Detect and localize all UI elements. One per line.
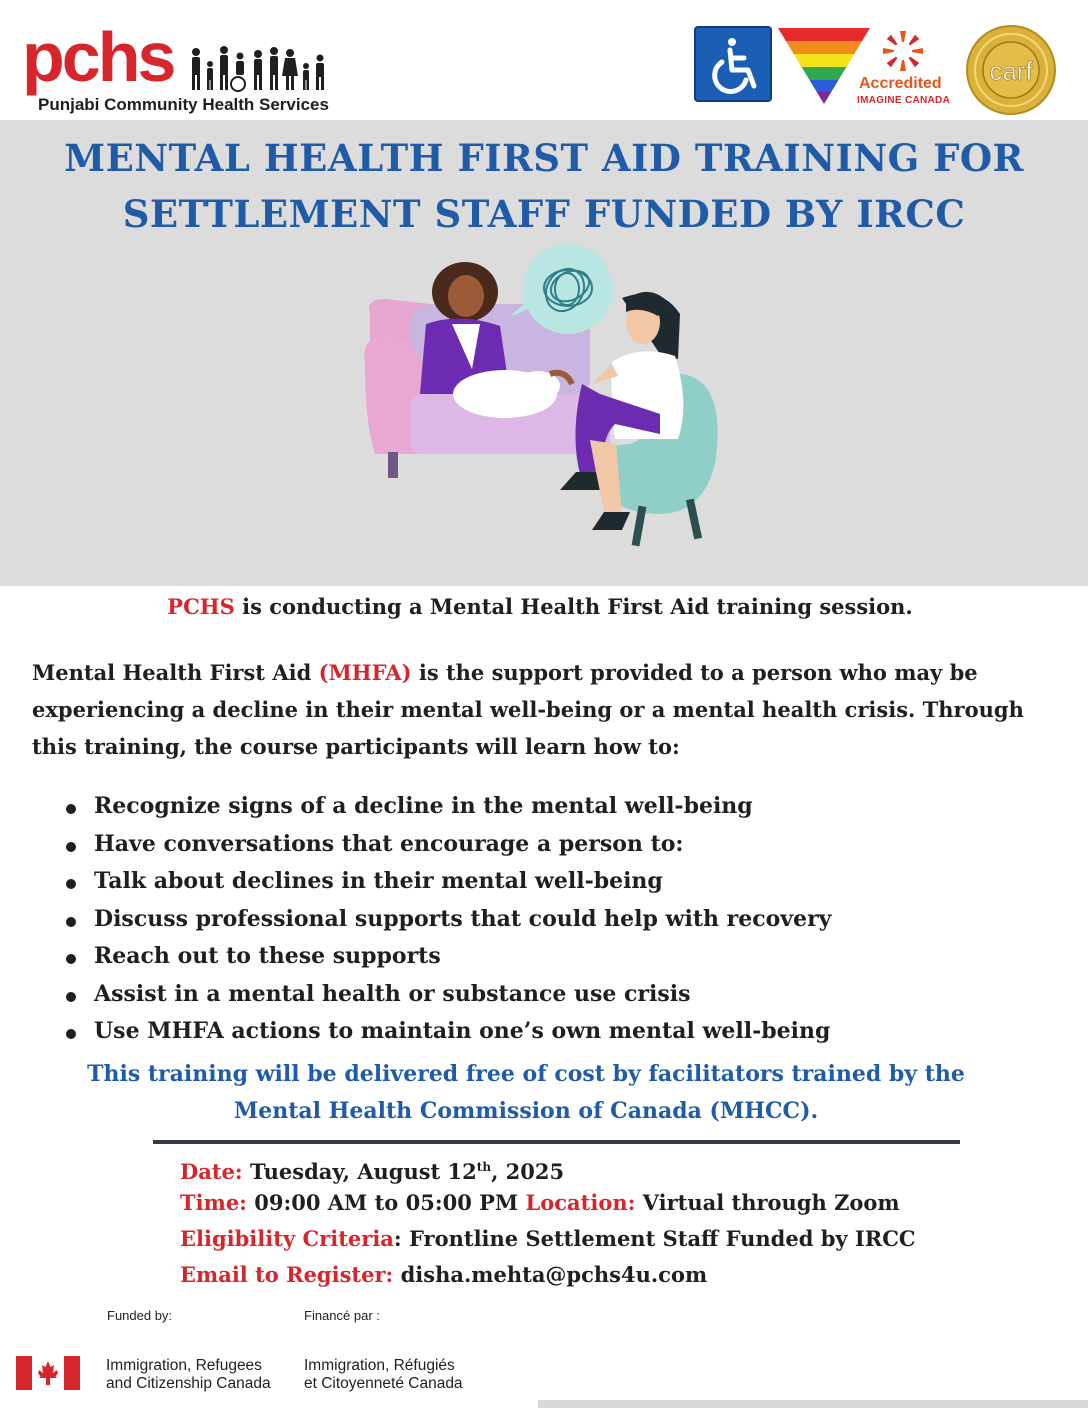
list-item: Discuss professional supports that could help with recovery bbox=[66, 901, 831, 939]
time-value: 09:00 AM to 05:00 PM bbox=[246, 1190, 526, 1215]
eligibility-row bbox=[180, 1224, 916, 1254]
desc-abbr: (MHFA) bbox=[318, 660, 412, 685]
location-value: Virtual through Zoom bbox=[635, 1190, 900, 1215]
ircc-name-fr bbox=[304, 1357, 463, 1393]
free-note-line-2: Mental Health Commission of Canada (MHCC). bbox=[233, 1098, 819, 1124]
date-label: Date: bbox=[180, 1159, 243, 1184]
list-item: Talk about declines in their mental well-being bbox=[66, 863, 831, 901]
time-location-row bbox=[180, 1188, 900, 1218]
funded-by-fr: Financé par : bbox=[304, 1308, 380, 1323]
rainbow-triangle-icon bbox=[778, 28, 870, 104]
learning-outcomes-list bbox=[66, 788, 831, 1051]
free-training-note bbox=[0, 1056, 1052, 1130]
counseling-illustration bbox=[360, 244, 730, 564]
intro-sentence bbox=[0, 594, 1080, 619]
logo-tagline: Punjabi Community Health Services bbox=[38, 95, 329, 114]
carf-seal-text: carf bbox=[989, 56, 1033, 86]
ircc-fr-line-2: et Citoyenneté Canada bbox=[304, 1375, 463, 1392]
mhfa-description bbox=[32, 654, 1062, 765]
ircc-en-line-2: and Citizenship Canada bbox=[106, 1375, 271, 1392]
date-suffix: th bbox=[476, 1160, 492, 1174]
title-line-2: SETTLEMENT STAFF FUNDED BY IRCC bbox=[122, 192, 966, 236]
accredited-org: IMAGINE CANADA bbox=[857, 95, 951, 106]
carf-seal-icon bbox=[960, 24, 1062, 116]
title-line-1: MENTAL HEALTH FIRST AID TRAINING FOR bbox=[64, 136, 1024, 180]
desc-part-2: is the support provided to a person who may be experiencing a decline in their mental well-being or a mental health crisis. Through this training, the course participants will learn how to: bbox=[32, 660, 1024, 759]
page-title bbox=[0, 130, 1088, 242]
family-silhouette-icon bbox=[186, 44, 336, 92]
accredited-label: Accredited bbox=[859, 75, 942, 92]
ircc-name-en bbox=[106, 1357, 271, 1393]
imagine-canada-star-icon bbox=[880, 28, 926, 74]
email-row bbox=[180, 1260, 707, 1290]
ircc-fr-line-1: Immigration, Réfugiés bbox=[304, 1357, 455, 1374]
canada-flag-icon bbox=[16, 1356, 80, 1390]
list-item: Reach out to these supports bbox=[66, 938, 831, 976]
date-year: , 2025 bbox=[491, 1159, 565, 1184]
desc-part-1: Mental Health First Aid bbox=[32, 660, 319, 685]
date-row bbox=[180, 1152, 564, 1187]
intro-org: PCHS bbox=[167, 594, 235, 619]
eligibility-value: : Frontline Settlement Staff Funded by IRCC bbox=[393, 1226, 916, 1251]
pchs-logo: pchs bbox=[22, 18, 174, 96]
funded-by-en: Funded by: bbox=[107, 1308, 173, 1323]
email-link[interactable]: disha.mehta@pchs4u.com bbox=[393, 1262, 708, 1287]
divider bbox=[153, 1140, 960, 1144]
scan-edge-strip bbox=[538, 1400, 1088, 1408]
wheelchair-accessibility-icon bbox=[694, 26, 772, 102]
date-value: Tuesday, August 12 bbox=[242, 1159, 477, 1184]
email-label: Email to Register: bbox=[180, 1262, 394, 1287]
free-note-line-1: This training will be delivered free of cost by facilitators trained by the bbox=[87, 1061, 965, 1087]
list-item: Assist in a mental health or substance use crisis bbox=[66, 976, 831, 1014]
eligibility-label: Eligibility Criteria bbox=[180, 1226, 394, 1251]
list-item: Recognize signs of a decline in the mental well-being bbox=[66, 788, 831, 826]
location-label: Location: bbox=[525, 1190, 636, 1215]
ircc-en-line-1: Immigration, Refugees bbox=[106, 1357, 262, 1374]
list-item: Use MHFA actions to maintain one’s own mental well-being bbox=[66, 1013, 831, 1051]
intro-rest: is conducting a Mental Health First Aid training session. bbox=[234, 594, 913, 619]
list-item: Have conversations that encourage a person to: bbox=[66, 826, 831, 864]
time-label: Time: bbox=[180, 1190, 247, 1215]
